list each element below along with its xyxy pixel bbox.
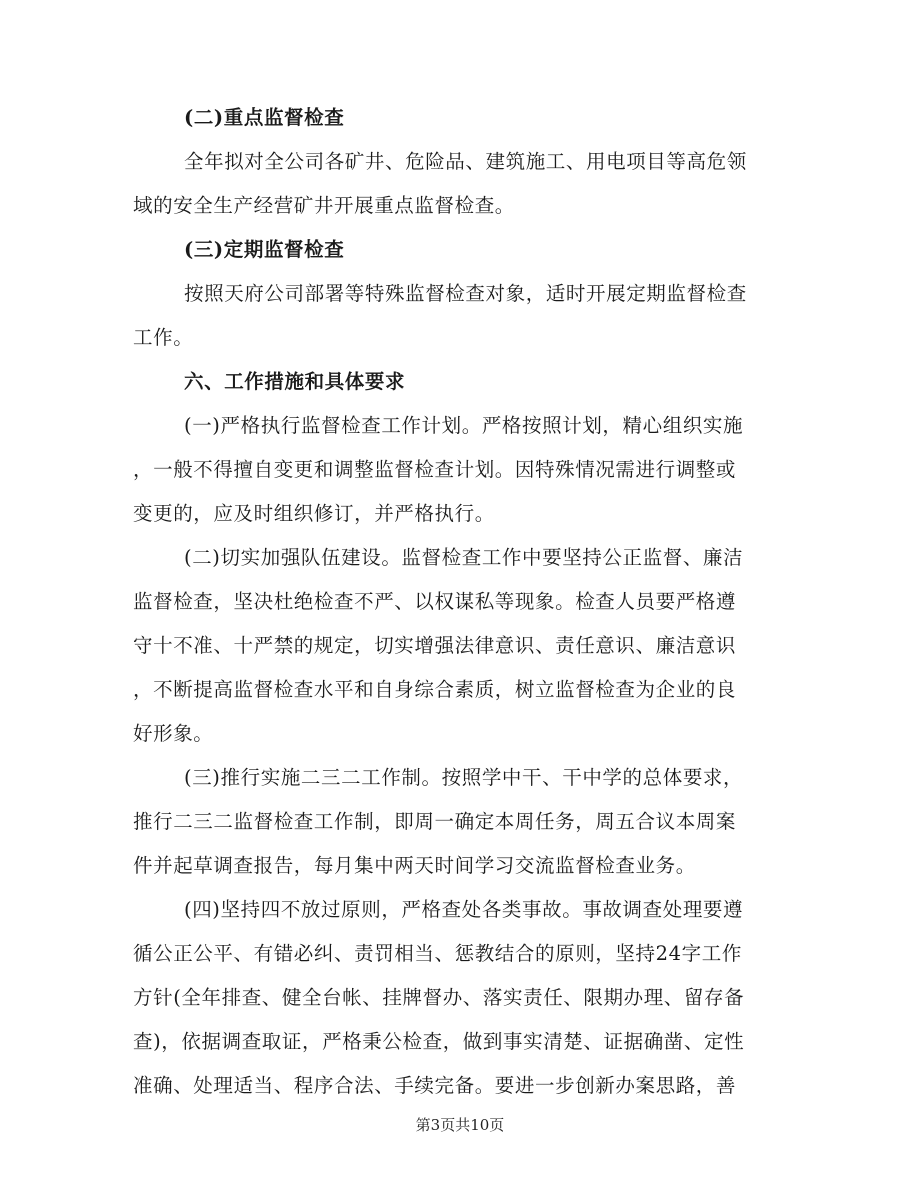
paragraph-line: ，一般不得擅自变更和调整监督检查计划。因特殊情况需进行调整或 xyxy=(133,458,737,481)
paragraph-line: 好形象。 xyxy=(133,722,214,745)
paragraph-line: 推行二三二监督检查工作制，即周一确定本周任务，周五合议本周案 xyxy=(133,810,737,833)
page-number-footer: 第3页共10页 xyxy=(415,1116,505,1134)
paragraph-line: (三)推行实施二三二工作制。按照学中干、干中学的总体要求， xyxy=(184,766,744,789)
paragraph-line: (一)严格执行监督检查工作计划。严格按照计划，精心组织实施 xyxy=(184,414,744,437)
paragraph-line: (四)坚持四不放过原则，严格查处各类事故。事故调查处理要遵 xyxy=(184,898,744,921)
paragraph-line: 准确、处理适当、程序合法、手续完备。要进一步创新办案思路，善 xyxy=(133,1074,737,1097)
paragraph-line: 守十不准、十严禁的规定，切实增强法律意识、责任意识、廉洁意识 xyxy=(133,634,737,657)
paragraph-line: 方针(全年排查、健全台帐、挂牌督办、落实责任、限期办理、留存备 xyxy=(133,986,745,1009)
paragraph-line: 查)，依据调查取证，严格秉公检查，做到事实清楚、证据确凿、定性 xyxy=(133,1030,745,1053)
paragraph-line: 监督检查，坚决杜绝检查不严、以权谋私等现象。检查人员要严格遵 xyxy=(133,590,737,613)
section-heading-key-inspection: (二)重点监督检查 xyxy=(184,106,345,129)
paragraph-line: 件并起草调查报告，每月集中两天时间学习交流监督检查业务。 xyxy=(133,854,696,877)
paragraph-line: 工作。 xyxy=(133,326,194,349)
paragraph-line: ，不断提高监督检查水平和自身综合素质，树立监督检查为企业的良 xyxy=(133,678,737,701)
paragraph-line: 按照天府公司部署等特殊监督检查对象，适时开展定期监督检查 xyxy=(184,282,747,305)
paragraph-line: 全年拟对全公司各矿井、危险品、建筑施工、用电项目等高危领 xyxy=(184,150,747,173)
section-heading-periodic-inspection: (三)定期监督检查 xyxy=(184,238,345,261)
paragraph-line: 变更的，应及时组织修订，并严格执行。 xyxy=(133,502,495,525)
paragraph-line: 循公正公平、有错必纠、责罚相当、惩教结合的原则，坚持24字工作 xyxy=(133,942,742,965)
paragraph-line: (二)切实加强队伍建设。监督检查工作中要坚持公正监督、廉洁 xyxy=(184,546,744,569)
paragraph-line: 域的安全生产经营矿井开展重点监督检查。 xyxy=(133,194,515,217)
section-heading-work-measures: 六、工作措施和具体要求 xyxy=(184,370,406,393)
